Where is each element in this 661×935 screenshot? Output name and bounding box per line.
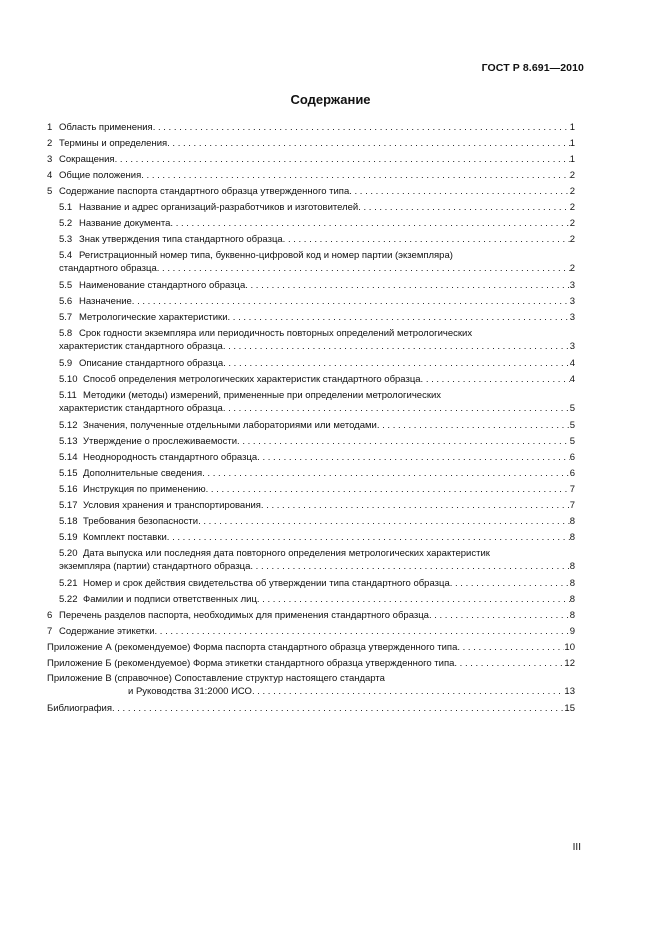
- entry-page: 8: [569, 594, 575, 605]
- leader-dots: [250, 560, 569, 573]
- entry-page: 4: [569, 358, 575, 369]
- entry-title: Методики (методы) измерений, примененные при определении метрологических: [83, 390, 442, 401]
- toc-entry[interactable]: [47, 216, 575, 232]
- leader-dots: [257, 450, 570, 466]
- entry-number: 5.16: [59, 484, 78, 495]
- leader-dots: [223, 340, 570, 353]
- entry-title: Область применения: [59, 122, 153, 133]
- appendix-title: Приложение В (справочное) Сопоставление структур настоящего стандарта: [47, 673, 385, 684]
- entry-page: 3: [569, 341, 575, 352]
- leader-dots: [283, 232, 570, 248]
- entry-number: 5.19: [59, 532, 78, 543]
- entry-number: 5.9: [59, 358, 73, 369]
- leader-dots: [358, 200, 569, 216]
- toc-entry[interactable]: [47, 624, 575, 640]
- entry-page: 10: [564, 642, 575, 653]
- toc-entry[interactable]: [47, 200, 575, 216]
- toc-entry[interactable]: [47, 372, 575, 388]
- toc-entry[interactable]: [47, 388, 575, 418]
- toc-entry[interactable]: [47, 450, 575, 466]
- entry-title: Утверждение о прослеживаемости: [83, 436, 238, 447]
- leader-dots: [167, 530, 570, 546]
- toc-entry[interactable]: [47, 608, 575, 624]
- entry-title-continued: экземпляра (партии) стандартного образца: [59, 561, 251, 572]
- toc-entry[interactable]: [47, 546, 575, 576]
- entry-page: 6: [569, 452, 575, 463]
- entry-title-continued: характеристик стандартного образца: [59, 403, 223, 414]
- toc-entry[interactable]: [47, 168, 575, 184]
- entry-title: Содержание паспорта стандартного образца утвержденного типа: [59, 186, 350, 197]
- bibliography-title: Библиография: [47, 703, 112, 714]
- leader-dots: [228, 310, 570, 326]
- entry-page: 13: [564, 686, 575, 697]
- leader-dots: [421, 372, 570, 388]
- toc-entry[interactable]: [47, 310, 575, 326]
- toc-entry[interactable]: [47, 482, 575, 498]
- entry-page: 1: [569, 154, 575, 165]
- entry-number: 5.17: [59, 500, 78, 511]
- entry-number: 5.13: [59, 436, 78, 447]
- appendix-title: Приложение Б (рекомендуемое) Форма этикетки стандартного образца утвержденного типа: [47, 658, 455, 669]
- entry-title: Срок годности экземпляра или периодичность повторных определений метрологических: [79, 328, 473, 339]
- leader-dots: [155, 624, 570, 640]
- entry-title: Фамилии и подписи ответственных лиц: [83, 594, 257, 605]
- toc-entry[interactable]: [47, 530, 575, 546]
- leader-dots: [261, 498, 570, 514]
- leader-dots: [112, 701, 564, 717]
- toc-title: Содержание: [290, 92, 371, 107]
- leader-dots: [206, 482, 570, 498]
- entry-title: Сокращения: [59, 154, 115, 165]
- entry-title: Метрологические характеристики: [79, 312, 228, 323]
- entry-number: 5.15: [59, 468, 78, 479]
- entry-page: 2: [569, 234, 575, 245]
- entry-number: 5.2: [59, 218, 73, 229]
- entry-number: 5.11: [59, 390, 77, 401]
- entry-title: Назначение: [79, 296, 132, 307]
- toc-appendix[interactable]: [47, 640, 575, 656]
- entry-page: 7: [569, 500, 575, 511]
- entry-page: 2: [569, 186, 575, 197]
- entry-page: 12: [564, 658, 575, 669]
- entry-page: 8: [569, 516, 575, 527]
- toc-bibliography[interactable]: [47, 701, 575, 717]
- entry-page: 5: [569, 436, 575, 447]
- entry-number: 6: [47, 610, 53, 621]
- entry-title: Перечень разделов паспорта, необходимых для применения стандартного образца: [59, 610, 429, 621]
- entry-page: 2: [569, 202, 575, 213]
- entry-number: 5.6: [59, 296, 73, 307]
- leader-dots: [429, 608, 570, 624]
- toc-entry[interactable]: [47, 466, 575, 482]
- entry-title: Название документа: [79, 218, 171, 229]
- toc-entry[interactable]: [47, 326, 575, 356]
- entry-number: 4: [47, 170, 53, 181]
- entry-page: 1: [569, 138, 575, 149]
- toc-entry[interactable]: [47, 592, 575, 608]
- entry-number: 5.4: [59, 250, 73, 261]
- entry-page: 2: [569, 218, 575, 229]
- entry-number: 5.18: [59, 516, 78, 527]
- toc-entry[interactable]: [47, 120, 575, 136]
- toc-entry[interactable]: [47, 514, 575, 530]
- entry-title: Термины и определения: [59, 138, 168, 149]
- toc-entry[interactable]: [47, 418, 575, 434]
- table-of-contents: [47, 120, 575, 717]
- entry-page: 2: [569, 170, 575, 181]
- leader-dots: [245, 278, 569, 294]
- leader-dots: [257, 592, 570, 608]
- toc-appendix[interactable]: [47, 672, 575, 701]
- leader-dots: [349, 184, 569, 200]
- entry-page: 3: [569, 312, 575, 323]
- entry-title: Комплект поставки: [83, 532, 167, 543]
- entry-title-continued: характеристик стандартного образца: [59, 341, 223, 352]
- leader-dots: [237, 434, 570, 450]
- entry-title: Знак утверждения типа стандартного образца: [79, 234, 283, 245]
- leader-dots: [157, 262, 570, 275]
- entry-number: 5.1: [59, 202, 73, 213]
- leader-dots: [223, 356, 570, 372]
- toc-entry[interactable]: [47, 434, 575, 450]
- entry-page: 5: [569, 403, 575, 414]
- entry-page: 8: [569, 578, 575, 589]
- entry-title: Общие положения: [59, 170, 142, 181]
- toc-appendix[interactable]: [47, 656, 575, 672]
- entry-title: Описание стандартного образца: [79, 358, 224, 369]
- entry-page: 4: [569, 374, 575, 385]
- entry-page: 3: [569, 280, 575, 291]
- toc-entry[interactable]: [47, 184, 575, 200]
- leader-dots: [170, 216, 569, 232]
- entry-title: Номер и срок действия свидетельства об утверждении типа стандартного образца: [83, 578, 450, 589]
- page-number: III: [572, 842, 581, 853]
- entry-title: Неоднородность стандартного образца: [83, 452, 258, 463]
- entry-title: Требования безопасности: [83, 516, 199, 527]
- leader-dots: [252, 685, 564, 698]
- entry-page: 8: [569, 532, 575, 543]
- appendix-title-continued: и Руководства 31:2000 ИСО: [128, 686, 252, 697]
- toc-entry[interactable]: [47, 294, 575, 310]
- entry-page: 3: [569, 296, 575, 307]
- entry-number: 5.3: [59, 234, 73, 245]
- entry-page: 6: [569, 468, 575, 479]
- toc-entry[interactable]: [47, 498, 575, 514]
- entry-number: 5.5: [59, 280, 73, 291]
- leader-dots: [377, 418, 570, 434]
- entry-title: Инструкция по применению: [83, 484, 206, 495]
- entry-page: 5: [569, 420, 575, 431]
- entry-number: 5.20: [59, 548, 78, 559]
- entry-title: Способ определения метрологических характеристик стандартного образца: [83, 374, 421, 385]
- entry-number: 5.10: [59, 374, 78, 385]
- entry-page: 9: [569, 626, 575, 637]
- entry-title: Условия хранения и транспортирования: [83, 500, 261, 511]
- toc-entry[interactable]: [47, 232, 575, 248]
- toc-entry[interactable]: [47, 152, 575, 168]
- entry-number: 5.12: [59, 420, 78, 431]
- entry-number: 2: [47, 138, 53, 149]
- entry-number: 5.22: [59, 594, 78, 605]
- entry-title: Дополнительные сведения: [83, 468, 203, 479]
- entry-title: Дата выпуска или последняя дата повторного определения метрологических характеристик: [83, 548, 490, 559]
- leader-dots: [202, 466, 570, 482]
- entry-number: 5: [47, 186, 53, 197]
- leader-dots: [223, 402, 570, 415]
- toc-entry[interactable]: [47, 248, 575, 278]
- leader-dots: [454, 656, 564, 672]
- entry-page: 8: [569, 561, 575, 572]
- entry-title: Наименование стандартного образца: [79, 280, 246, 291]
- entry-page: 2: [569, 263, 575, 274]
- entry-title-continued: стандартного образца: [59, 263, 157, 274]
- document-code: ГОСТ Р 8.691—2010: [481, 62, 584, 74]
- entry-number: 5.7: [59, 312, 73, 323]
- entry-number: 5.14: [59, 452, 78, 463]
- entry-title: Значения, полученные отдельными лабораториями или методами: [83, 420, 377, 431]
- leader-dots: [450, 576, 570, 592]
- entry-number: 1: [47, 122, 53, 133]
- entry-title: Регистрационный номер типа, буквенно-цифровой код и номер партии (экземпляра): [79, 250, 453, 261]
- entry-page: 1: [569, 122, 575, 133]
- leader-dots: [198, 514, 570, 530]
- leader-dots: [141, 168, 569, 184]
- leader-dots: [132, 294, 570, 310]
- appendix-title: Приложение А (рекомендуемое) Форма паспорта стандартного образца утвержденного типа: [47, 642, 458, 653]
- entry-title: Содержание этикетки: [59, 626, 155, 637]
- toc-entry[interactable]: [47, 136, 575, 152]
- leader-dots: [153, 120, 570, 136]
- entry-page: 7: [569, 484, 575, 495]
- entry-number: 5.8: [59, 328, 73, 339]
- entry-page: 15: [564, 703, 575, 714]
- toc-entry[interactable]: [47, 576, 575, 592]
- entry-page: 8: [569, 610, 575, 621]
- leader-dots: [115, 152, 570, 168]
- leader-dots: [457, 640, 564, 656]
- entry-number: 5.21: [59, 578, 78, 589]
- entry-number: 3: [47, 154, 53, 165]
- toc-entry[interactable]: [47, 356, 575, 372]
- entry-number: 7: [47, 626, 53, 637]
- leader-dots: [167, 136, 570, 152]
- toc-entry[interactable]: [47, 278, 575, 294]
- entry-title: Название и адрес организаций-разработчиков и изготовителей: [79, 202, 359, 213]
